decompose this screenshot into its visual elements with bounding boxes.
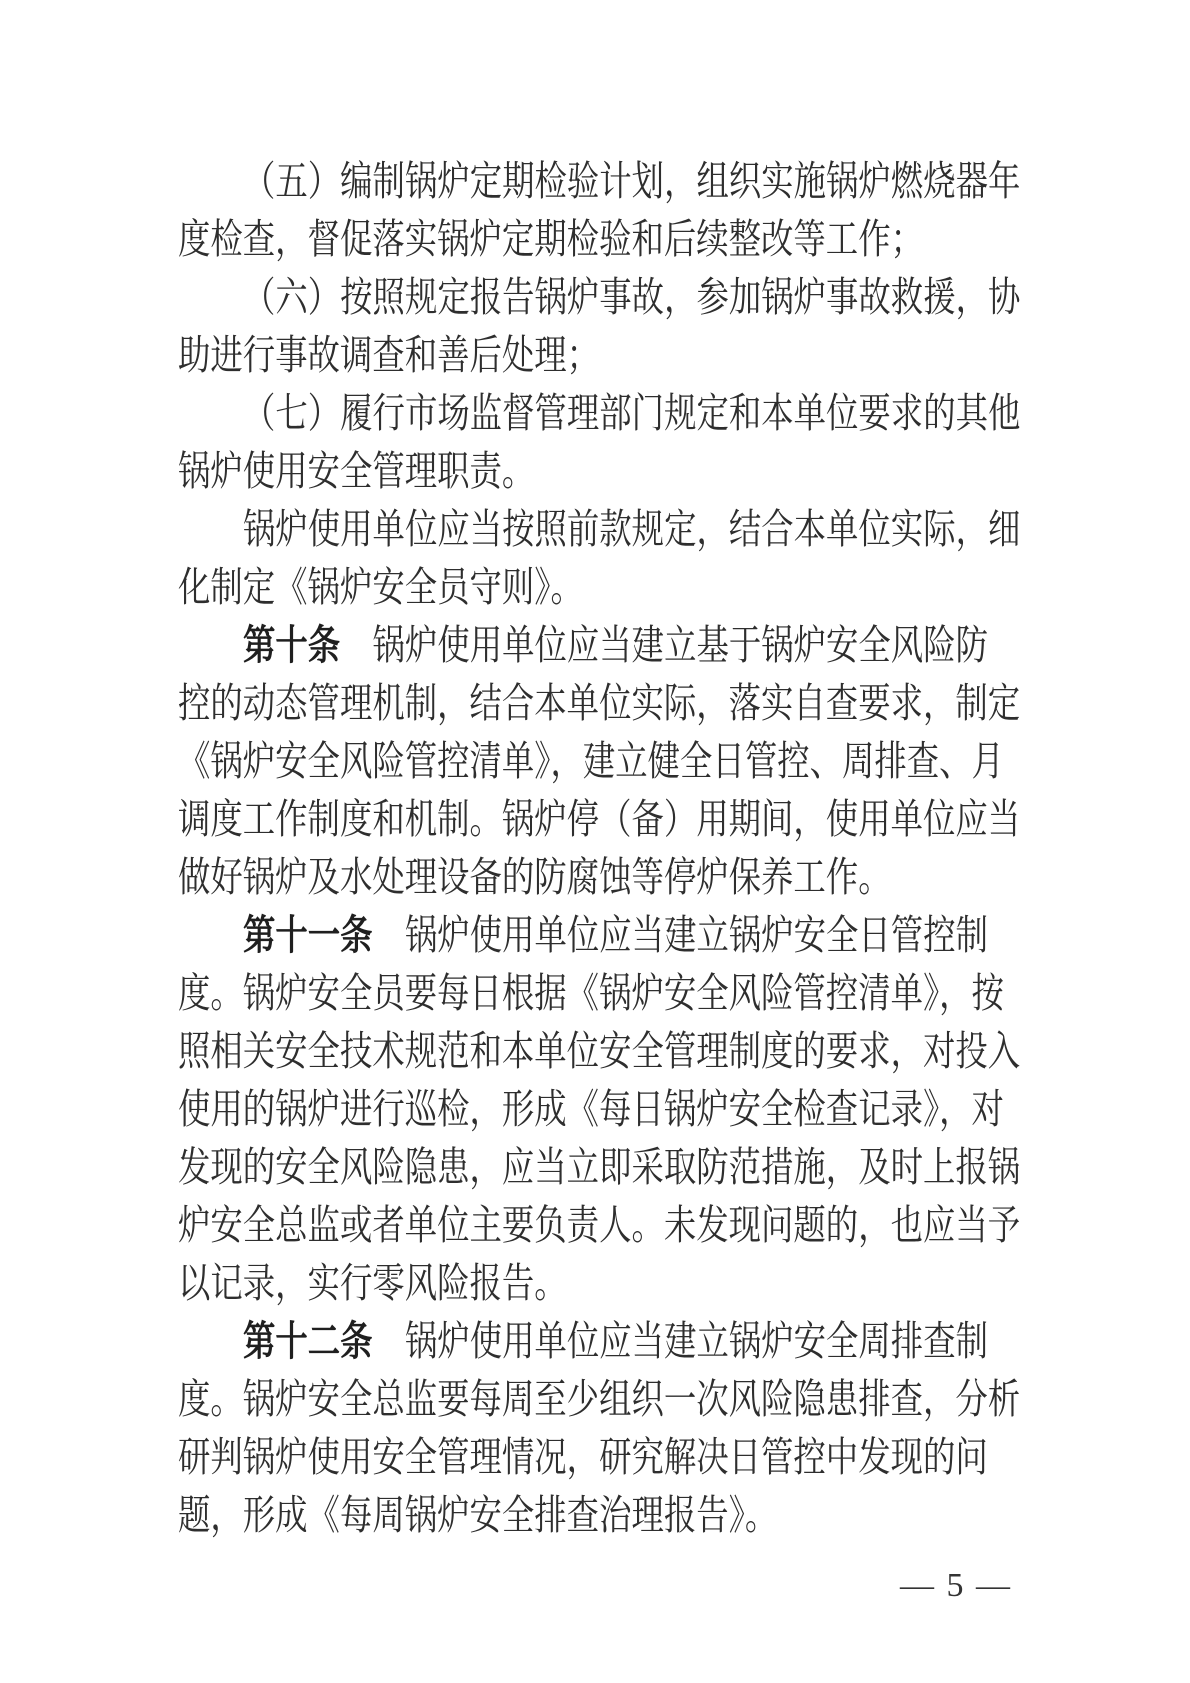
- text-line-content: [243, 1312, 988, 1370]
- text-run: 锅炉使用单位应当建立基于锅炉安全风险防: [340, 622, 988, 668]
- text-run: 照相关安全技术规范和本单位安全管理制度的要求，对投入: [178, 1028, 1021, 1074]
- text-line: [178, 1370, 1078, 1428]
- text-run: 发现的安全风险隐患，应当立即采取防范措施，及时上报锅: [178, 1144, 1021, 1190]
- text-line-content: [243, 616, 988, 674]
- text-run: 控的动态管理机制，结合本单位实际，落实自查要求，制定: [178, 680, 1021, 726]
- text-line-content: [178, 326, 599, 384]
- text-line-content: [178, 790, 1020, 848]
- text-line: [178, 384, 1078, 442]
- text-line-content: [243, 500, 1020, 558]
- text-run: 研判锅炉使用安全管理情况，研究解决日管控中发现的问: [178, 1434, 988, 1480]
- text-line-content: [243, 906, 988, 964]
- text-line: [178, 1312, 1078, 1370]
- text-line-content: [243, 152, 1020, 210]
- text-run: 度检查，督促落实锅炉定期检验和后续整改等工作；: [178, 216, 923, 262]
- text-line-content: [178, 848, 891, 906]
- text-line: [178, 152, 1078, 210]
- text-line: [178, 1254, 1078, 1312]
- text-line: [178, 1428, 1078, 1486]
- text-line-content: [243, 384, 1020, 442]
- text-run: 《锅炉安全风险管控清单》，建立健全日管控、周排查、月: [178, 738, 1004, 784]
- text-run: 以记录，实行零风险报告。: [178, 1260, 567, 1306]
- text-line: [178, 848, 1078, 906]
- text-line-content: [178, 558, 583, 616]
- text-line-content: [178, 1080, 1004, 1138]
- text-line-content: [178, 1486, 777, 1544]
- text-line: [178, 1138, 1078, 1196]
- article-heading: 第十二条: [243, 1318, 373, 1364]
- text-run: 题，形成《每周锅炉安全排查治理报告》。: [178, 1492, 778, 1538]
- text-line: [178, 558, 1078, 616]
- article-heading: 第十一条: [243, 912, 373, 958]
- text-line-content: [178, 1370, 1020, 1428]
- text-line: [178, 1022, 1078, 1080]
- text-line: [178, 790, 1078, 848]
- text-line-content: [178, 210, 923, 268]
- text-line-content: [178, 1022, 1020, 1080]
- text-run: 度。锅炉安全员要每日根据《锅炉安全风险管控清单》，按: [178, 970, 1004, 1016]
- page-number: — 5 —: [900, 1567, 1012, 1604]
- text-line-content: [178, 1196, 1020, 1254]
- text-run: 锅炉使用单位应当建立锅炉安全周排查制: [372, 1318, 988, 1364]
- document-body: [178, 152, 1078, 1544]
- text-run: 锅炉使用单位应当建立锅炉安全日管控制: [372, 912, 988, 958]
- text-run: （七）履行市场监督管理部门规定和本单位要求的其他: [243, 390, 1021, 436]
- text-line: [178, 326, 1078, 384]
- text-line-content: [178, 964, 1004, 1022]
- text-line-content: [178, 442, 534, 500]
- text-run: 锅炉使用安全管理职责。: [178, 448, 535, 494]
- text-line: [178, 210, 1078, 268]
- text-line: [178, 1196, 1078, 1254]
- text-run: 化制定《锅炉安全员守则》。: [178, 564, 583, 610]
- text-run: 助进行事故调查和善后处理；: [178, 332, 600, 378]
- text-line: [178, 268, 1078, 326]
- article-heading: 第十条: [243, 622, 341, 668]
- text-line: [178, 732, 1078, 790]
- text-run: 使用的锅炉进行巡检，形成《每日锅炉安全检查记录》，对: [178, 1086, 1004, 1132]
- text-run: 调度工作制度和机制。锅炉停（备）用期间，使用单位应当: [178, 796, 1021, 842]
- text-line: [178, 1486, 1078, 1544]
- text-line-content: [178, 1138, 1020, 1196]
- text-line: [178, 500, 1078, 558]
- text-line: [178, 616, 1078, 674]
- text-run: （五）编制锅炉定期检验计划，组织实施锅炉燃烧器年: [243, 158, 1021, 204]
- text-run: 度。锅炉安全总监要每周至少组织一次风险隐患排查，分析: [178, 1376, 1021, 1422]
- text-line-content: [178, 674, 1020, 732]
- text-line: [178, 674, 1078, 732]
- text-line-content: [178, 732, 1004, 790]
- text-line: [178, 964, 1078, 1022]
- text-run: 锅炉使用单位应当按照前款规定，结合本单位实际，细: [243, 506, 1021, 552]
- text-run: 炉安全总监或者单位主要负责人。未发现问题的，也应当予: [178, 1202, 1021, 1248]
- text-line-content: [178, 1428, 988, 1486]
- text-run: （六）按照规定报告锅炉事故，参加锅炉事故救援，协: [243, 274, 1021, 320]
- text-line-content: [178, 1254, 567, 1312]
- text-line: [178, 906, 1078, 964]
- text-line: [178, 442, 1078, 500]
- text-line-content: [243, 268, 1020, 326]
- text-line: [178, 1080, 1078, 1138]
- text-run: 做好锅炉及水处理设备的防腐蚀等停炉保养工作。: [178, 854, 891, 900]
